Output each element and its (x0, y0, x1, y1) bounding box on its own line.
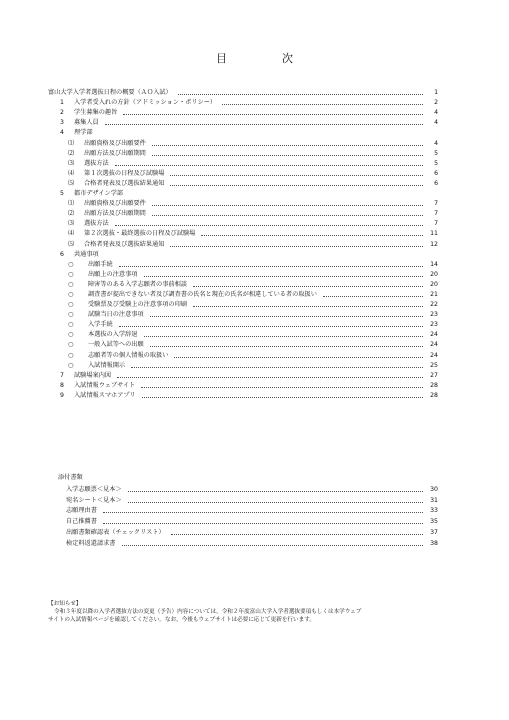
leader-dots (115, 164, 423, 166)
toc-entry-page: 14 (430, 260, 438, 268)
toc-entry-number: ○ (68, 361, 74, 369)
toc-entry-number: 9 (60, 391, 64, 399)
toc-entry-number: ○ (68, 301, 74, 309)
toc-entry-page: 5 (434, 159, 438, 167)
toc-entry-page: 7 (434, 210, 438, 218)
toc-entry (48, 391, 438, 401)
toc-entry-number: ⑴ (68, 200, 75, 208)
toc-entry-number: ⑵ (68, 210, 75, 218)
attachment-page: 37 (430, 528, 438, 536)
leader-dots (115, 224, 423, 226)
leader-dots (128, 490, 423, 492)
leader-dots (150, 345, 423, 347)
toc-entry (48, 310, 438, 320)
toc-entry-label: 調査書が提出できない者及び調査書の氏名と現在の氏名が相違している者の取扱い (88, 290, 317, 298)
toc-entry-number: 4 (60, 129, 64, 137)
toc-entry-label: 選抜方法 (84, 159, 109, 167)
toc-entry-page: 21 (430, 290, 438, 298)
toc-entry (48, 371, 438, 381)
toc-entry-label: 合格者発表及び選抜結果通知 (84, 179, 165, 187)
toc-entry-label: 受験票及び受験上の注意事項の印刷 (88, 301, 187, 309)
toc-entry (48, 149, 438, 159)
toc-entry-number: ⑸ (68, 179, 75, 187)
leader-dots (170, 174, 423, 176)
toc-entry-page: 20 (430, 280, 438, 288)
leader-dots (119, 265, 423, 267)
attachment-page: 38 (430, 539, 438, 547)
toc-entry (48, 118, 438, 128)
toc-entry-label: 都市デザイン学部 (74, 190, 124, 198)
toc-entry (48, 340, 438, 350)
toc-entry-number: ⑶ (68, 159, 75, 167)
leader-dots (123, 113, 423, 115)
leader-dots (174, 356, 423, 358)
toc-entry (48, 350, 438, 360)
toc-entry-number: ⑵ (68, 149, 75, 157)
toc-entry-label: 一般入試等への出願 (88, 341, 144, 349)
toc-entry-label: 志願者等の個人情報の取扱い (88, 351, 169, 359)
toc-entry-number: 2 (60, 109, 64, 117)
toc-entry-page: 23 (430, 311, 438, 319)
leader-dots (150, 315, 423, 317)
toc-entry-label: 第１次選抜の日程及び試験場 (84, 169, 165, 177)
toc-entry (48, 169, 438, 179)
toc-entry-number: ○ (68, 331, 74, 339)
toc-entry (48, 98, 438, 108)
toc-entry (48, 219, 438, 229)
toc-entry-label: 試験場案内図 (74, 371, 112, 379)
attachment-page: 33 (430, 507, 438, 515)
notice-line: 令和３年度以降の入学者選抜方法の変更（予告）内容については，令和２年度富山大学入学者選抜要項もしくは本学ウェブ (54, 609, 362, 615)
toc-entry-page: 4 (434, 139, 438, 147)
toc-entry-label: 募集人員 (74, 119, 99, 127)
toc-entry-number: ○ (68, 260, 74, 268)
toc-entry (48, 280, 438, 290)
toc-entry-number: ○ (68, 290, 74, 298)
leader-dots (152, 144, 423, 146)
attachment-entry (48, 516, 438, 527)
toc-entry-page: 6 (434, 179, 438, 187)
leader-dots (144, 275, 424, 277)
leader-dots (323, 295, 423, 297)
attachments-list (48, 484, 438, 549)
leader-dots (171, 533, 423, 535)
leader-dots (170, 184, 423, 186)
toc-entry-page: 4 (434, 119, 438, 127)
leader-dots (131, 366, 423, 368)
attachments-section (48, 472, 438, 549)
leader-dots (103, 511, 423, 513)
toc-entry-page: 12 (430, 240, 438, 248)
toc-entry-number: ○ (68, 280, 74, 288)
toc-entry-number: 1 (60, 99, 64, 107)
leader-dots (152, 204, 423, 206)
attachment-entry (48, 484, 438, 495)
toc-entry-page: 4 (434, 109, 438, 117)
toc-entry-number: ○ (68, 351, 74, 359)
toc-entry (48, 159, 438, 169)
attachment-entry (48, 538, 438, 549)
leader-dots (117, 376, 423, 378)
toc-entry (48, 330, 438, 340)
toc-entry-label: 富山大学入学者選抜日程の概要（ＡＯ入試） (48, 89, 172, 97)
leader-dots (103, 522, 423, 524)
toc-entry-page: 27 (430, 371, 438, 379)
toc-entry-page: 7 (434, 220, 438, 228)
toc-entry-page: 28 (430, 381, 438, 389)
toc-entry-page: 20 (430, 270, 438, 278)
leader-dots (119, 325, 423, 327)
toc-entry-label: 出願上の注意事項 (88, 270, 138, 278)
attachment-label: 志願理由書 (66, 507, 97, 515)
toc-entry-page: 28 (430, 391, 438, 399)
toc-entry-number: ⑶ (68, 220, 75, 228)
toc-entry-number: 7 (60, 371, 64, 379)
toc-entry-number: ○ (68, 270, 74, 278)
toc-entry-label: 障害等のある入学志願者の事前相談 (88, 280, 187, 288)
toc-entry-page: 25 (430, 361, 438, 369)
toc-entry-number: 3 (60, 119, 64, 127)
toc-entry-page: 24 (430, 351, 438, 359)
toc-entry-label: 共通事項 (74, 250, 99, 258)
toc-entry-page: 6 (434, 169, 438, 177)
toc-entry (48, 229, 438, 239)
attachment-label: 宛名シート＜見本＞ (66, 496, 122, 504)
toc-entry-number: 8 (60, 381, 64, 389)
toc-entry-label: 選抜方法 (84, 220, 109, 228)
toc-entry-number: ○ (68, 341, 74, 349)
toc-entry-label: 試験当日の注意事項 (88, 311, 144, 319)
toc-entry-label: 出願方法及び出願期間 (84, 210, 146, 218)
toc-entry-label: 本選抜の入学辞退 (88, 331, 138, 339)
attachment-entry (48, 506, 438, 517)
table-of-contents (48, 88, 438, 401)
toc-entry (48, 320, 438, 330)
leader-dots (152, 214, 423, 216)
toc-entry-number: ⑴ (68, 139, 75, 147)
toc-entry-page: 23 (430, 321, 438, 329)
toc-entry-number: 5 (60, 190, 64, 198)
toc-entry-page: 24 (430, 331, 438, 339)
toc-entry-label: 理学部 (74, 129, 93, 137)
attachment-label: 検定料返還請求書 (66, 539, 116, 547)
leader-dots (128, 501, 423, 503)
toc-entry-label: 合格者発表及び選抜結果通知 (84, 240, 165, 248)
toc-entry-label: 第２次選抜・最終選抜の日程及び試験場 (84, 230, 196, 238)
toc-entry (48, 239, 438, 249)
toc-entry-page: 2 (434, 99, 438, 107)
toc-entry-page: 22 (430, 301, 438, 309)
toc-entry-page: 1 (434, 89, 438, 97)
toc-entry (48, 270, 438, 280)
toc-entry (48, 88, 438, 98)
toc-entry (48, 199, 438, 209)
toc-entry-label: 出願手続 (88, 260, 113, 268)
toc-entry-label: 出願資格及び出願要件 (84, 139, 146, 147)
leader-dots (122, 544, 424, 546)
toc-entry-number: ○ (68, 321, 74, 329)
attachments-header: 添付書類 (58, 474, 83, 481)
attachment-entry (48, 495, 438, 506)
attachment-page: 35 (430, 518, 438, 526)
leader-dots (178, 93, 423, 95)
leader-dots (141, 386, 423, 388)
toc-entry-label: 学生募集の趣旨 (74, 109, 118, 117)
toc-entry-label: 出願方法及び出願期間 (84, 149, 146, 157)
toc-entry-page: 24 (430, 341, 438, 349)
toc-entry-label: 出願資格及び出願要件 (84, 200, 146, 208)
attachment-label: 出願書類確認表（チェックリスト） (66, 528, 165, 536)
attachment-entry (48, 527, 438, 538)
toc-entry (48, 138, 438, 148)
toc-entry-page: 5 (434, 149, 438, 157)
toc-entry (48, 260, 438, 270)
leader-dots (222, 103, 423, 105)
leader-dots (142, 396, 423, 398)
leader-dots (170, 245, 423, 247)
toc-entry (48, 300, 438, 310)
toc-entry (48, 128, 438, 138)
attachment-label: 自己推薦書 (66, 518, 97, 526)
leader-dots (152, 154, 423, 156)
notice-line: サイトの入試情報ページを確認してください。なお，今後もウェブサイトは必要に応じて更新を行います。 (48, 617, 315, 623)
attachment-page: 30 (430, 485, 438, 493)
toc-entry-label: 入試情報スマホアプリ (74, 391, 136, 399)
leader-dots (193, 305, 423, 307)
toc-entry-number: 6 (60, 250, 64, 258)
toc-entry-number: ○ (68, 311, 74, 319)
toc-entry (48, 290, 438, 300)
leader-dots (201, 234, 423, 236)
toc-entry (48, 209, 438, 219)
toc-entry-page: 7 (434, 200, 438, 208)
notice-header: 【お知らせ】 (48, 601, 82, 607)
toc-entry (48, 361, 438, 371)
attachment-page: 31 (430, 496, 438, 504)
page-title: 目 次 (216, 52, 315, 65)
toc-entry (48, 189, 438, 199)
leader-dots (105, 123, 423, 125)
toc-entry-number: ⑸ (68, 240, 75, 248)
attachment-label: 入学志願票＜見本＞ (66, 485, 122, 493)
leader-dots (144, 335, 424, 337)
toc-entry (48, 250, 438, 260)
leader-dots (193, 285, 423, 287)
toc-entry (48, 179, 438, 189)
toc-entry (48, 108, 438, 118)
toc-entry-label: 入学者受入れの方針（アドミッション・ポリシー） (74, 99, 217, 107)
toc-entry-label: 入試情報開示 (88, 361, 126, 369)
toc-entry (48, 381, 438, 391)
toc-entry-label: 入学手続 (88, 321, 113, 329)
toc-entry-number: ⑷ (68, 230, 75, 238)
toc-entry-number: ⑷ (68, 169, 75, 177)
notice-box (48, 600, 468, 624)
toc-entry-label: 入試情報ウェブサイト (74, 381, 136, 389)
toc-entry-page: 11 (430, 230, 438, 238)
